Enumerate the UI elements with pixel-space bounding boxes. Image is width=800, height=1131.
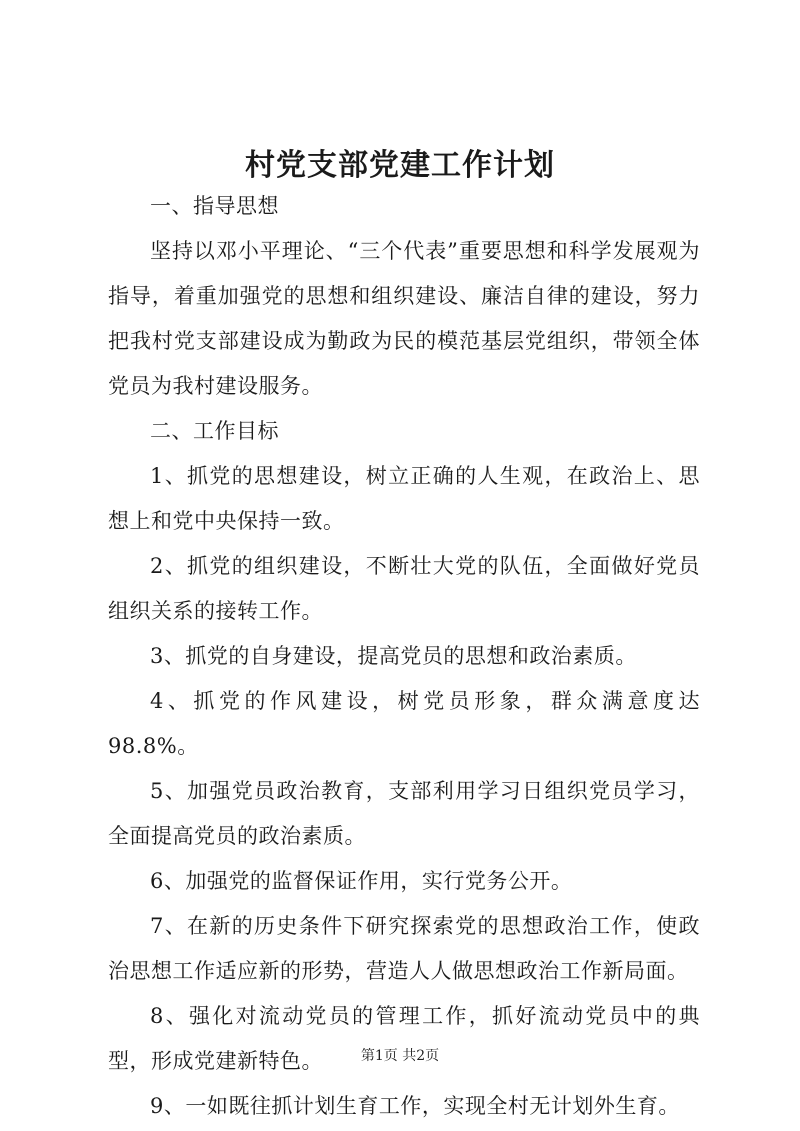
document-body bbox=[108, 184, 700, 1129]
goal-item-2: 2、抓党的组织建设，不断壮大党的队伍，全面做好党员组织关系的接转工作。 bbox=[108, 554, 700, 623]
goal-item-3: 3、抓党的自身建设，提高党员的思想和政治素质。 bbox=[150, 644, 637, 668]
goal-item-5: 5、加强党员政治教育，支部利用学习日组织党员学习，全面提高党员的政治素质。 bbox=[108, 779, 700, 848]
page-footer: 第1页 共2页 bbox=[360, 1048, 440, 1064]
paragraph-guiding-thought: 坚持以邓小平理论、“三个代表”重要思想和科学发展观为指导，着重加强党的思想和组织建设、廉洁自律的建设，努力把我村党支部建设成为勤政为民的模范基层党组织，带领全体党员为我村建设服务。 bbox=[108, 239, 700, 398]
document-title: 村党支部党建工作计划 bbox=[245, 148, 555, 183]
section-heading-work-goals: 二、工作目标 bbox=[150, 419, 279, 443]
goal-item-7: 7、在新的历史条件下研究探索党的思想政治工作，使政治思想工作适应新的形势，营造人人做思想政治工作新局面。 bbox=[108, 914, 700, 983]
goal-item-1: 1、抓党的思想建设，树立正确的人生观，在政治上、思想上和党中央保持一致。 bbox=[108, 464, 700, 533]
goal-item-9: 9、一如既往抓计划生育工作，实现全村无计划外生育。 bbox=[150, 1094, 680, 1118]
goal-item-4: 4、抓党的作风建设，树党员形象，群众满意度达98.8%。 bbox=[108, 689, 700, 758]
goal-item-6: 6、加强党的监督保证作用，实行党务公开。 bbox=[150, 869, 573, 893]
section-heading-guiding-thought: 一、指导思想 bbox=[150, 194, 279, 218]
goal-item-8: 8、强化对流动党员的管理工作，抓好流动党员中的典型，形成党建新特色。 bbox=[108, 1004, 700, 1073]
